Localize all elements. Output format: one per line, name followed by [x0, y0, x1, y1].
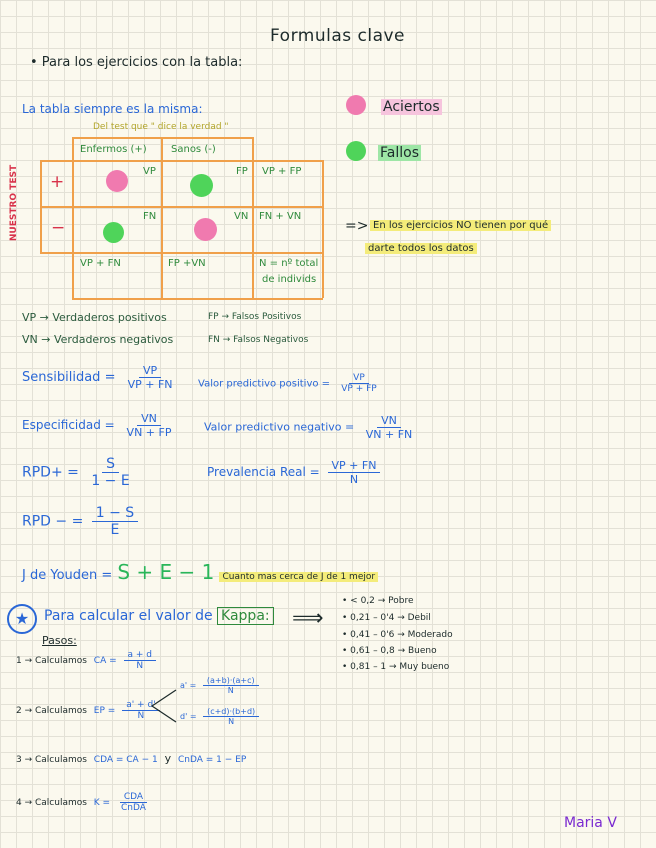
kappa-word: Kappa: — [217, 607, 274, 625]
kappa-scale-item: • 0,21 – 0'4 → Debil — [342, 613, 431, 623]
step2-d-fraction — [203, 707, 259, 726]
step2-a-prime — [180, 676, 259, 695]
signature: Maria V — [564, 815, 617, 831]
step-2 — [16, 700, 160, 721]
formula-vpp — [198, 373, 381, 394]
step1-label: 1 → Calculamos — [16, 656, 87, 666]
row-minus: − — [51, 218, 66, 238]
formula-vpn — [204, 414, 416, 441]
step2-a-fraction — [203, 676, 259, 695]
dot-vp-pink — [106, 170, 128, 192]
rpdp-label: RPD+ = — [22, 464, 79, 481]
step2-d-prime — [180, 707, 259, 726]
step2-den: N — [137, 711, 145, 721]
vpn-den: VN + FN — [365, 428, 413, 441]
kappa-arrow: ⟹ — [292, 606, 324, 631]
dot-fn-green — [103, 222, 124, 243]
vpn-fraction — [362, 414, 417, 441]
kappa-heading-text: Para calcular el valor de — [44, 608, 213, 624]
formula-rpd-plus — [22, 456, 134, 489]
vpp-fraction — [337, 373, 380, 394]
cell-vp-fn: VP + FN — [80, 258, 121, 269]
step2-lhs: EP = — [93, 706, 116, 716]
pasos-label: Pasos: — [42, 634, 77, 647]
intro-line: • Para los ejercicios con la tabla: — [30, 55, 243, 70]
esp-num: VN — [137, 412, 161, 426]
step3-label: 3 → Calculamos — [16, 755, 87, 765]
kappa-scale-item: • 0,41 – 0'6 → Moderado — [342, 630, 453, 640]
sens-den: VP + FN — [127, 378, 173, 391]
cell-total-2: de individs — [262, 274, 317, 285]
note-line1: En los ejercicios NO tienen por qué — [370, 220, 551, 231]
prev-num: VP + FN — [328, 459, 381, 473]
star-icon: ★ — [7, 604, 37, 634]
youden-value: S + E − 1 — [117, 560, 215, 584]
abbrev-fp: FP → Falsos Positivos — [208, 312, 302, 322]
step1-num: a + d — [124, 650, 157, 661]
cell-vp-fp: VP + FP — [262, 166, 302, 177]
kappa-heading — [44, 608, 274, 624]
sens-num: VP — [139, 364, 161, 378]
step-1 — [16, 650, 156, 671]
page-title: Formulas clave — [270, 26, 406, 46]
row-plus: + — [50, 172, 65, 192]
rpdp-num: S — [102, 456, 119, 473]
table-subheading: Del test que " dice la verdad " — [93, 122, 229, 132]
vpn-label: Valor predictivo negativo = — [204, 420, 355, 434]
dot-vn-pink — [194, 218, 217, 241]
step2-a-den: N — [227, 686, 234, 695]
prev-label: Prevalencia Real = — [207, 465, 320, 479]
step1-den: N — [136, 661, 144, 671]
col-header-sanos: Sanos (-) — [171, 144, 216, 155]
cell-vp: VP — [143, 166, 156, 177]
prev-fraction — [328, 459, 381, 486]
rpdm-fraction — [92, 505, 138, 538]
step4-den: CnDA — [120, 803, 146, 813]
rpdp-fraction — [87, 456, 133, 489]
esp-den: VN + FP — [126, 426, 172, 439]
prev-den: N — [349, 473, 359, 486]
vpp-num: VP — [349, 373, 369, 384]
step2-a-lhs: a' = — [180, 681, 197, 690]
step4-lhs: K = — [93, 798, 111, 808]
youden-note: Cuanto mas cerca de J de 1 mejor — [219, 572, 378, 582]
table-heading: La tabla siempre es la misma: — [22, 102, 203, 116]
cell-fn: FN — [143, 211, 157, 222]
cell-fp-vn: FP +VN — [168, 258, 206, 269]
step2-d-num: (c+d)·(b+d) — [203, 707, 259, 717]
rpdm-den: E — [110, 522, 120, 538]
kappa-scale-item: • 0,61 – 0,8 → Bueno — [342, 646, 437, 656]
rpdm-num: 1 − S — [92, 505, 138, 522]
vpp-label: Valor predictivo positivo = — [198, 378, 331, 390]
vpn-num: VN — [377, 414, 401, 428]
cell-total-1: N = nº total — [259, 258, 319, 269]
abbrev-vp: VP → Verdaderos positivos — [22, 311, 167, 324]
cell-fn-vn: FN + VN — [259, 211, 302, 222]
esp-label: Especificidad = — [22, 418, 115, 432]
kappa-scale-item: • 0,81 – 1 → Muy bueno — [342, 662, 450, 672]
step-3 — [16, 752, 246, 765]
rpdp-den: 1 − E — [91, 473, 130, 489]
step3-y: y — [164, 752, 172, 765]
step1-lhs: CA = — [93, 656, 117, 666]
formula-especificidad — [22, 412, 175, 439]
branch-brace — [148, 684, 178, 728]
abbrev-vn: VN → Verdaderos negativos — [22, 333, 174, 346]
formula-rpd-minus — [22, 505, 138, 538]
step4-num: CDA — [120, 792, 147, 803]
esp-fraction — [123, 412, 176, 439]
cell-vn: VN — [234, 211, 249, 222]
sens-label: Sensibilidad = — [22, 370, 116, 385]
formula-prevalencia — [207, 459, 380, 486]
step2-label: 2 → Calculamos — [16, 706, 87, 716]
col-header-enfermos: Enfermos (+) — [80, 144, 147, 155]
step4-label: 4 → Calculamos — [16, 798, 87, 808]
step1-fraction — [124, 650, 157, 671]
abbrev-fn: FN → Falsos Negativos — [208, 335, 309, 345]
step4-fraction — [117, 792, 150, 813]
rpdm-label: RPD − = — [22, 513, 84, 530]
step2-d-den: N — [228, 717, 235, 726]
note-line2: darte todos los datos — [365, 243, 477, 254]
note-arrow: => — [345, 218, 369, 234]
legend-aciertos-label: Aciertos — [383, 99, 440, 115]
vpp-den: VP + FP — [341, 384, 377, 394]
legend-fallos-dot — [346, 141, 366, 161]
cell-fp: FP — [236, 166, 248, 177]
step2-num: a' + d' — [122, 700, 159, 711]
step3-cnda: CnDA = 1 − EP — [177, 755, 247, 765]
sens-fraction — [124, 364, 177, 391]
legend-aciertos-dot — [346, 95, 366, 115]
formula-youden — [22, 560, 378, 584]
dot-fp-green — [190, 174, 213, 197]
step3-cda: CDA = CA − 1 — [93, 755, 158, 765]
step2-a-num: (a+b)·(a+c) — [203, 676, 259, 686]
kappa-scale-item: • < 0,2 → Pobre — [342, 596, 414, 606]
legend-fallos-label: Fallos — [380, 145, 419, 161]
youden-label: J de Youden = — [22, 568, 113, 583]
row-label-test: NUESTRO TEST — [9, 164, 20, 242]
step2-d-lhs: d' = — [180, 712, 197, 721]
formula-sensibilidad — [22, 364, 177, 391]
step-4 — [16, 792, 150, 813]
